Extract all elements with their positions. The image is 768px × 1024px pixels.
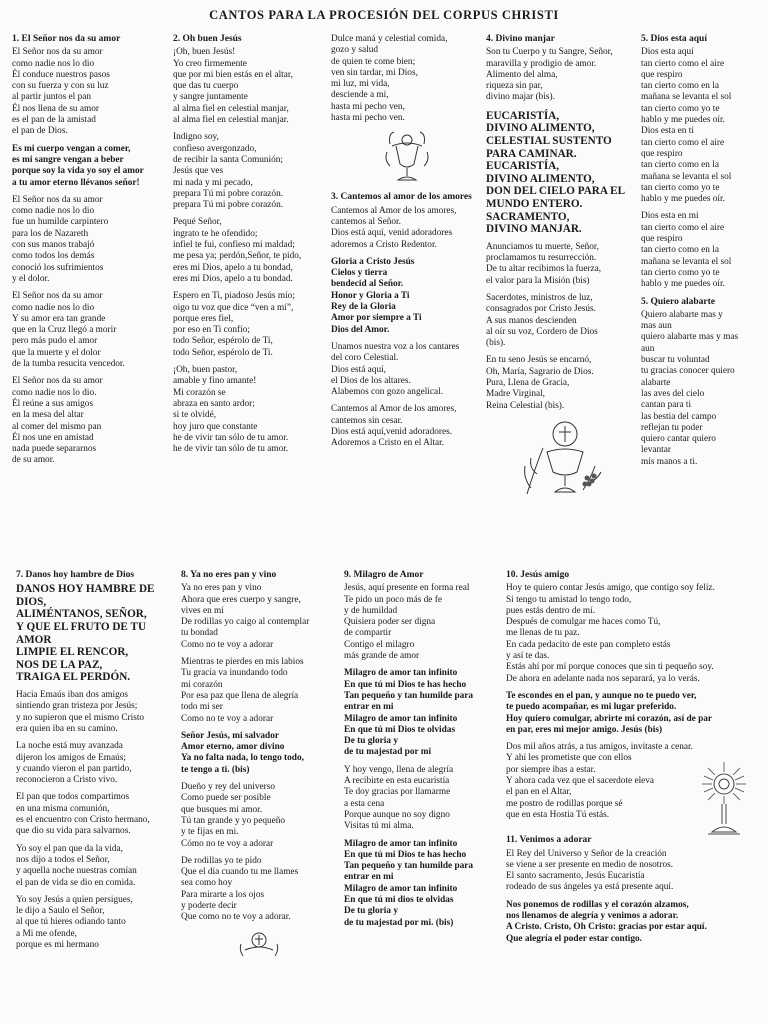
verse: El Rey del Universo y Señor de la creación se viene a ser presente en medio de nosotros. El santo sacramento, Jesús Eucaristía rodeado de sus ángeles ya está presente aquí.	[506, 848, 674, 893]
song-10-heading: 10. Jesús amigo	[506, 570, 570, 580]
verse: Sacerdotes, ministros de luz, consagrados por Cristo Jesús. A sus manos descienden al oír su voz, Cordero de Dios (bis).	[486, 292, 598, 349]
verse: Cantemos al Amor de los amores, cantemos al Señor. Dios está aquí, venid adoradores adoremos a Cristo Redentor.	[331, 205, 457, 250]
verse: El Señor nos da su amor como nadie nos lo dio Y su amor era tan grande que en la Cruz llegó a morir pero más pudo el amor que la muerte y el dolor de la tumba resucita vencedor.	[12, 291, 125, 370]
song-5-heading: 5. Dios esta aquí	[641, 34, 707, 44]
chorus: DANOS HOY HAMBRE DE DIOS, ALIMÉNTANOS, SEÑOR, Y QUE EL FRUTO DE TU AMOR LIMPIE EL RENCOR, NOS DE LA PAZ, TRAIGA EL PERDÓN.	[16, 583, 155, 684]
song-3-heading: 3. Cantemos al amor de los amores	[331, 192, 472, 203]
chorus: Señor Jesús, mi salvador Amor eterno, amor divino Ya no falta nada, lo tengo todo, te tengo a ti. (bis)	[181, 730, 304, 775]
song-1-heading: 1. El Señor nos da su amor	[12, 34, 121, 44]
song-9-column	[344, 570, 500, 935]
song-7-column	[16, 570, 176, 957]
monstrance-icon	[698, 760, 750, 842]
verse: Pequé Señor, ingrato te he ofendido; infiel te fui, confieso mi maldad; me pesa ya; perdón,Señor, te pido, eres mi Dios, apelo a tu bondad, eres mi Dios, apelo a tu bondad.	[173, 217, 302, 284]
verse: Dios esta en mi tan cierto como el aire que respiro tan cierto como en la mañana se levanta el sol tan cierto como yo te hablo y me puedes oír.	[641, 211, 732, 290]
chorus: Gloria a Cristo Jesús Cielos y tierra bendecid al Señor. Honor y Gloria a Ti Rey de la Gloria Amor por siempre a Ti Dios del Amor.	[331, 256, 422, 335]
verse: Indigno soy, confieso avergonzado, de recibir la santa Comunión; Jesús que ves mi nada y mi pecado, prepara Tú mi pobre corazón. prepara Tú mi pobre corazón.	[173, 132, 284, 211]
verse: El Señor nos da su amor como nadie nos lo dio fue un humilde carpintero para los de Nazareth con sus manos trabajó como todos los demás conoció los sufrimientos y el dolor.	[12, 194, 109, 284]
song-2-column	[173, 34, 323, 461]
verse: El pan que todos compartimos en una misma comunión, es el encuentro con Cristo hermano, que dio su vida para salvarnos.	[16, 792, 150, 837]
verse: Hacia Emaús iban dos amigos sintiendo gran tristeza por Jesús; y no supieron que el mismo Cristo era quien iba en su camino.	[16, 690, 145, 734]
verse: Espero en Ti, piadoso Jesús mío; oigo tu voz que dice “ven a mí”, porque eres fiel, por eso en Ti confío; todo Señor, espérolo de Ti, todo Señor, espérolo de Ti.	[173, 291, 295, 358]
song-4-column	[486, 34, 638, 504]
wheat-host-icon	[486, 418, 638, 498]
verse: De rodillas yo te pido Que el día cuando tu me llames sea como hoy Para mirarte a los ojos y poderte decir Que como no te voy a adorar.	[181, 855, 299, 923]
song-4-heading: 4. Divino manjar	[486, 34, 555, 44]
verse: Dueño y rey del universo Como puede ser posible que busques mi amor. Tú tan grande y yo pequeño y te fijas en mi. Cómo no te voy a adorar	[181, 782, 286, 849]
verse: Son tu Cuerpo y tu Sangre, Señor, maravilla y prodigio de amor. Alimento del alma, riqueza sin par, divino majar (bis).	[486, 47, 613, 103]
verse: Cantemos al Amor de los amores, cantemos sin cesar. Dios está aquí,venid adoradores. Adoremos a Cristo en el Altar.	[331, 404, 457, 449]
song-11-heading: 11. Venimos a adorar	[506, 835, 592, 846]
verse: La noche está muy avanzada dijeron los amigos de Emaús; y cuando vieron el pan partido, reconocieron a Cristo vivo.	[16, 741, 132, 786]
verse: El Señor nos da su amor como nadie nos lo dio Él conduce nuestros pasos con su fuerza y con su luz al partir juntos el pan Él nos llena de su amor es el pan de la amistad el pan de Dios.	[12, 47, 110, 137]
song-5-column	[641, 34, 759, 474]
verse: Dulce maná y celestial comida, gozo y salud de quien te come bien; ven sin tardar, mi Dios, mi luz, mi vida, desciende a mí, hasta mi pecho ven, hasta mi pecho ven.	[331, 34, 448, 124]
verse: Ya no eres pan y vino Ahora que eres cuerpo y sangre, vives en mí De rodillas yo caigo al contemplar tu bondad Como no te voy a adorar	[181, 583, 310, 650]
verse: El Señor nos da su amor como nadie nos lo dio. Él reúne a sus amigos en la mesa del altar al comer del mismo pan Él nos une en amistad nada puede separarnos de su amor.	[12, 376, 103, 466]
chorus: Milagro de amor tan infinito En que tú mi Dios te has hecho Tan pequeño y tan humilde para entrar en mi Milagro de amor tan infinito En que tú mi dios te olvidas De tu gloria y de tu majestad por mi. (bis)	[344, 838, 474, 928]
verse: Quiero alabarte mas y mas aun quiero alabarte mas y mas aun buscar tu voluntad tu gracias conocer quiero alabarte las aves del cielo cantan para ti las bestia del campo reflejan tu poder quiero cantar quiero levantar mis manos a ti.	[641, 309, 739, 467]
verse: Jesús, aquí presente en forma real Te pido un poco más de fe y de humildad Quisiera poder ser digna de compartir Contigo el milagro más grande de amor	[344, 583, 470, 662]
chorus: EUCARISTÍA, DIVINO ALIMENTO, CELESTIAL SUSTENTO PARA CAMINAR. EUCARISTÍA, DIVINO ALIMENTO, DON DEL CIELO PARA EL MUNDO ENTERO. SACRAMENTO, DIVINO MANJAR.	[486, 109, 626, 236]
chalice-icon	[331, 130, 483, 186]
verse: Dos mil años atrás, a tus amigos, invitaste a cenar. Y ahí les prometiste que con ellos por siempre ibas a estar. Y ahora cada vez que el sacerdote eleva el pan en el Altar, me postro de rodillas porque sé que en esta Hostia Tú estás.	[506, 742, 693, 820]
verse: En tu seno Jesús se encarnó, Oh, María, Sagrario de Dios. Pura, Llena de Gracia, Madre Virginal, Reina Celestial (bis).	[486, 355, 594, 411]
song-7-heading: 7. Danos hoy hambre de Dios	[16, 570, 135, 580]
song-8-column	[181, 570, 337, 966]
verse: ¡Oh, buen pastor, amable y fino amante! Mi corazón se abraza en santo ardor; si te olvidé, hoy juro que constante he de vivir tan sólo de tu amor. he de vivir tan sólo de tu amor.	[173, 365, 289, 455]
song-3-column	[331, 34, 483, 456]
chorus: Nos ponemos de rodillas y el corazón alzamos, nos llenamos de alegría y venimos a adorar. A Cristo. Cristo, Oh Cristo: gracias por estar aquí. Que alegría el poder estar contigo.	[506, 899, 707, 944]
song-1-column	[12, 34, 172, 473]
song-9-heading: 9. Milagro de Amor	[344, 570, 424, 580]
chorus: Te escondes en el pan, y aunque no te puedo ver, te puedo acompañar, es mi lugar preferido. Hoy quiero comulgar, abrirte mi corazón, así de par en par, eres mi mejor amigo. Jesús (bis)	[506, 690, 713, 735]
verse: Yo soy Jesús a quien persigues, le dijo a Saulo el Señor, al que tú hieres odiando tanto a Mi me ofende, porque es mi hermano	[16, 894, 133, 950]
chalice-host-icon	[181, 930, 337, 960]
verse: Unamos nuestra voz a los cantares del coro Celestial. Dios está aquí, el Dios de los altares. Alabemos con gozo angelical.	[331, 341, 460, 398]
verse: Dios esta aquí tan cierto como el aire que respiro tan cierto como en la mañana se levanta el sol tan cierto como yo te hablo y me puedes oír. Dios esta en ti tan cierto como el aire que respiro tan cierto como en la mañana se levanta el sol tan cierto como yo te hablo y me puedes oír.	[641, 47, 732, 205]
chorus: Milagro de amor tan infinito En que tú mi Dios te has hecho Tan pequeño y tan humilde para entrar en mi Milagro de amor tan infinito En que tú mi Dios te olvidas De tu gloria y de tu majestad por mi	[344, 668, 474, 758]
verse: Y hoy vengo, llena de alegría A recibirte en esta eucaristía Te doy gracias por llamarme a esta cena Porque aunque no soy digno Visitas tú mi alma.	[344, 764, 454, 832]
verse: Mientras te pierdes en mis labios Tu gracia va inundando todo mi corazón Por esa paz que llena de alegría todo mi ser Como no te voy a adorar	[181, 657, 304, 724]
verse: Anunciamos tu muerte, Señor, proclamamos tu resurrección. De tu altar recibimos la fuerza, el valor para la Misión (bis)	[486, 241, 602, 286]
verse: Hoy te quiero contar Jesús amigo, que contigo soy feliz. Si tengo tu amistad lo tengo todo, pues estás dentro de mí. Después de comulgar me haces como Tú, me llenas de tu paz. En cada pedacito de este pan completo estás y así te das. Estás ahí por mí porque conoces que sin ti pequeño soy. De ahora en adelante nada nos separará, ya lo verás.	[506, 583, 715, 684]
song-2-heading: 2. Oh buen Jesús	[173, 34, 242, 44]
verse: Yo soy el pan que da la vida, nos dijo a todos el Señor, y aquella noche nuestras comían el pan de vida se dio en comida.	[16, 843, 137, 888]
song-8-heading: 8. Ya no eres pan y vino	[181, 570, 277, 580]
song-10-column	[506, 570, 756, 951]
verse: ¡Oh, buen Jesús! Yo creo firmemente que por mi bien estás en el altar, que das tu cuerpo y sangre juntamente al alma fiel en celestial manjar, al alma fiel en celestial manjar.	[173, 47, 293, 126]
song-6-heading: 5. Quiero alabarte	[641, 296, 715, 307]
chorus: Es mi cuerpo vengan a comer, es mi sangre vengan a beber porque soy la vida yo soy el amor a tu amor eterno llévanos señor!	[12, 143, 144, 188]
page-title: CANTOS PARA LA PROCESIÓN DEL CORPUS CHRISTI	[209, 8, 559, 22]
